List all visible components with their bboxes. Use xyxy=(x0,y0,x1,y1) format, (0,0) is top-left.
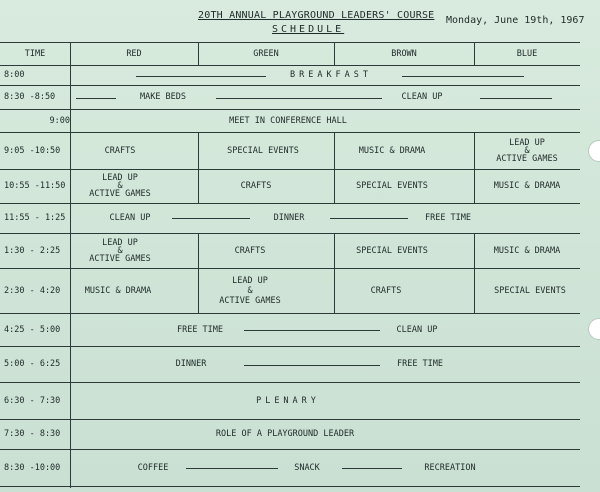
activity-lead-up-games: LEAD UP & ACTIVE GAMES xyxy=(89,173,151,199)
activity-crafts: CRAFTS xyxy=(234,245,266,256)
activity-lead-up-games: LEAD UP & ACTIVE GAMES xyxy=(219,275,281,306)
activity-crafts: CRAFTS xyxy=(370,285,402,296)
time-cell: 8:30 -10:00 xyxy=(4,462,61,473)
activity-free-time: FREE TIME xyxy=(424,213,472,223)
activity-music-drama: MUSIC & DRAMA xyxy=(493,245,561,256)
activity-special-events: SPECIAL EVENTS xyxy=(494,285,566,296)
activity-music-drama: MUSIC & DRAMA xyxy=(84,285,152,296)
activity-dinner: DINNER xyxy=(273,213,305,223)
time-cell: 8:30 -8:50 xyxy=(4,92,56,102)
time-cell: 8:00 xyxy=(4,70,25,80)
activity-breakfast: BREAKFAST xyxy=(289,70,373,80)
time-cell: 5:00 - 6:25 xyxy=(4,359,61,369)
activity-lead-up-games: LEAD UP & ACTIVE GAMES xyxy=(89,237,151,264)
activity-crafts: CRAFTS xyxy=(240,181,272,191)
activity-snack: SNACK xyxy=(294,462,320,473)
punch-hole xyxy=(588,140,600,162)
document-subtitle: SCHEDULE xyxy=(272,24,345,35)
time-cell: 9:05 -10:50 xyxy=(4,145,61,156)
header-time: TIME xyxy=(24,48,46,59)
activity-special-events: SPECIAL EVENTS xyxy=(227,145,299,156)
activity-special-events: SPECIAL EVENTS xyxy=(356,245,428,256)
time-cell: 9:00 xyxy=(49,115,70,126)
activity-recreation: RECREATION xyxy=(424,462,476,473)
time-cell: 2:30 - 4:20 xyxy=(4,285,61,296)
activity-lead-up-games: LEAD UP & ACTIVE GAMES xyxy=(496,137,558,164)
activity-coffee: COFFEE xyxy=(137,462,169,473)
activity-music-drama: MUSIC & DRAMA xyxy=(493,181,561,191)
activity-plenary: PLENARY xyxy=(256,395,320,406)
activity-meet-conference-hall: MEET IN CONFERENCE HALL xyxy=(229,115,347,126)
schedule-table xyxy=(0,42,580,488)
activity-role-of-leader: ROLE OF A PLAYGROUND LEADER xyxy=(215,429,355,439)
time-cell: 4:25 - 5:00 xyxy=(4,324,61,335)
document-title: 20TH ANNUAL PLAYGROUND LEADERS' COURSE xyxy=(198,10,435,21)
time-cell: 11:55 - 1:25 xyxy=(4,213,66,223)
activity-clean-up: CLEAN UP xyxy=(109,213,151,223)
activity-dinner: DINNER xyxy=(175,359,207,369)
activity-clean-up: CLEAN UP xyxy=(396,324,438,335)
activity-crafts: CRAFTS xyxy=(104,145,136,156)
activity-make-beds: MAKE BEDS xyxy=(139,92,187,102)
activity-music-drama: MUSIC & DRAMA xyxy=(358,145,426,156)
header-blue: BLUE xyxy=(516,48,538,59)
document-date: Monday, June 19th, 1967 xyxy=(446,15,585,26)
header-brown: BROWN xyxy=(391,48,417,59)
punch-hole xyxy=(588,318,600,340)
activity-free-time: FREE TIME xyxy=(396,359,444,369)
time-cell: 1:30 - 2:25 xyxy=(4,245,61,256)
time-cell: 6:30 - 7:30 xyxy=(4,395,61,406)
activity-special-events: SPECIAL EVENTS xyxy=(356,181,428,191)
header-green: GREEN xyxy=(253,48,279,59)
activity-clean-up: CLEAN UP xyxy=(401,92,443,102)
time-cell: 7:30 - 8:30 xyxy=(4,429,61,439)
time-cell: 10:55 -11:50 xyxy=(4,181,66,191)
activity-free-time: FREE TIME xyxy=(176,324,224,335)
header-red: RED xyxy=(126,48,142,59)
